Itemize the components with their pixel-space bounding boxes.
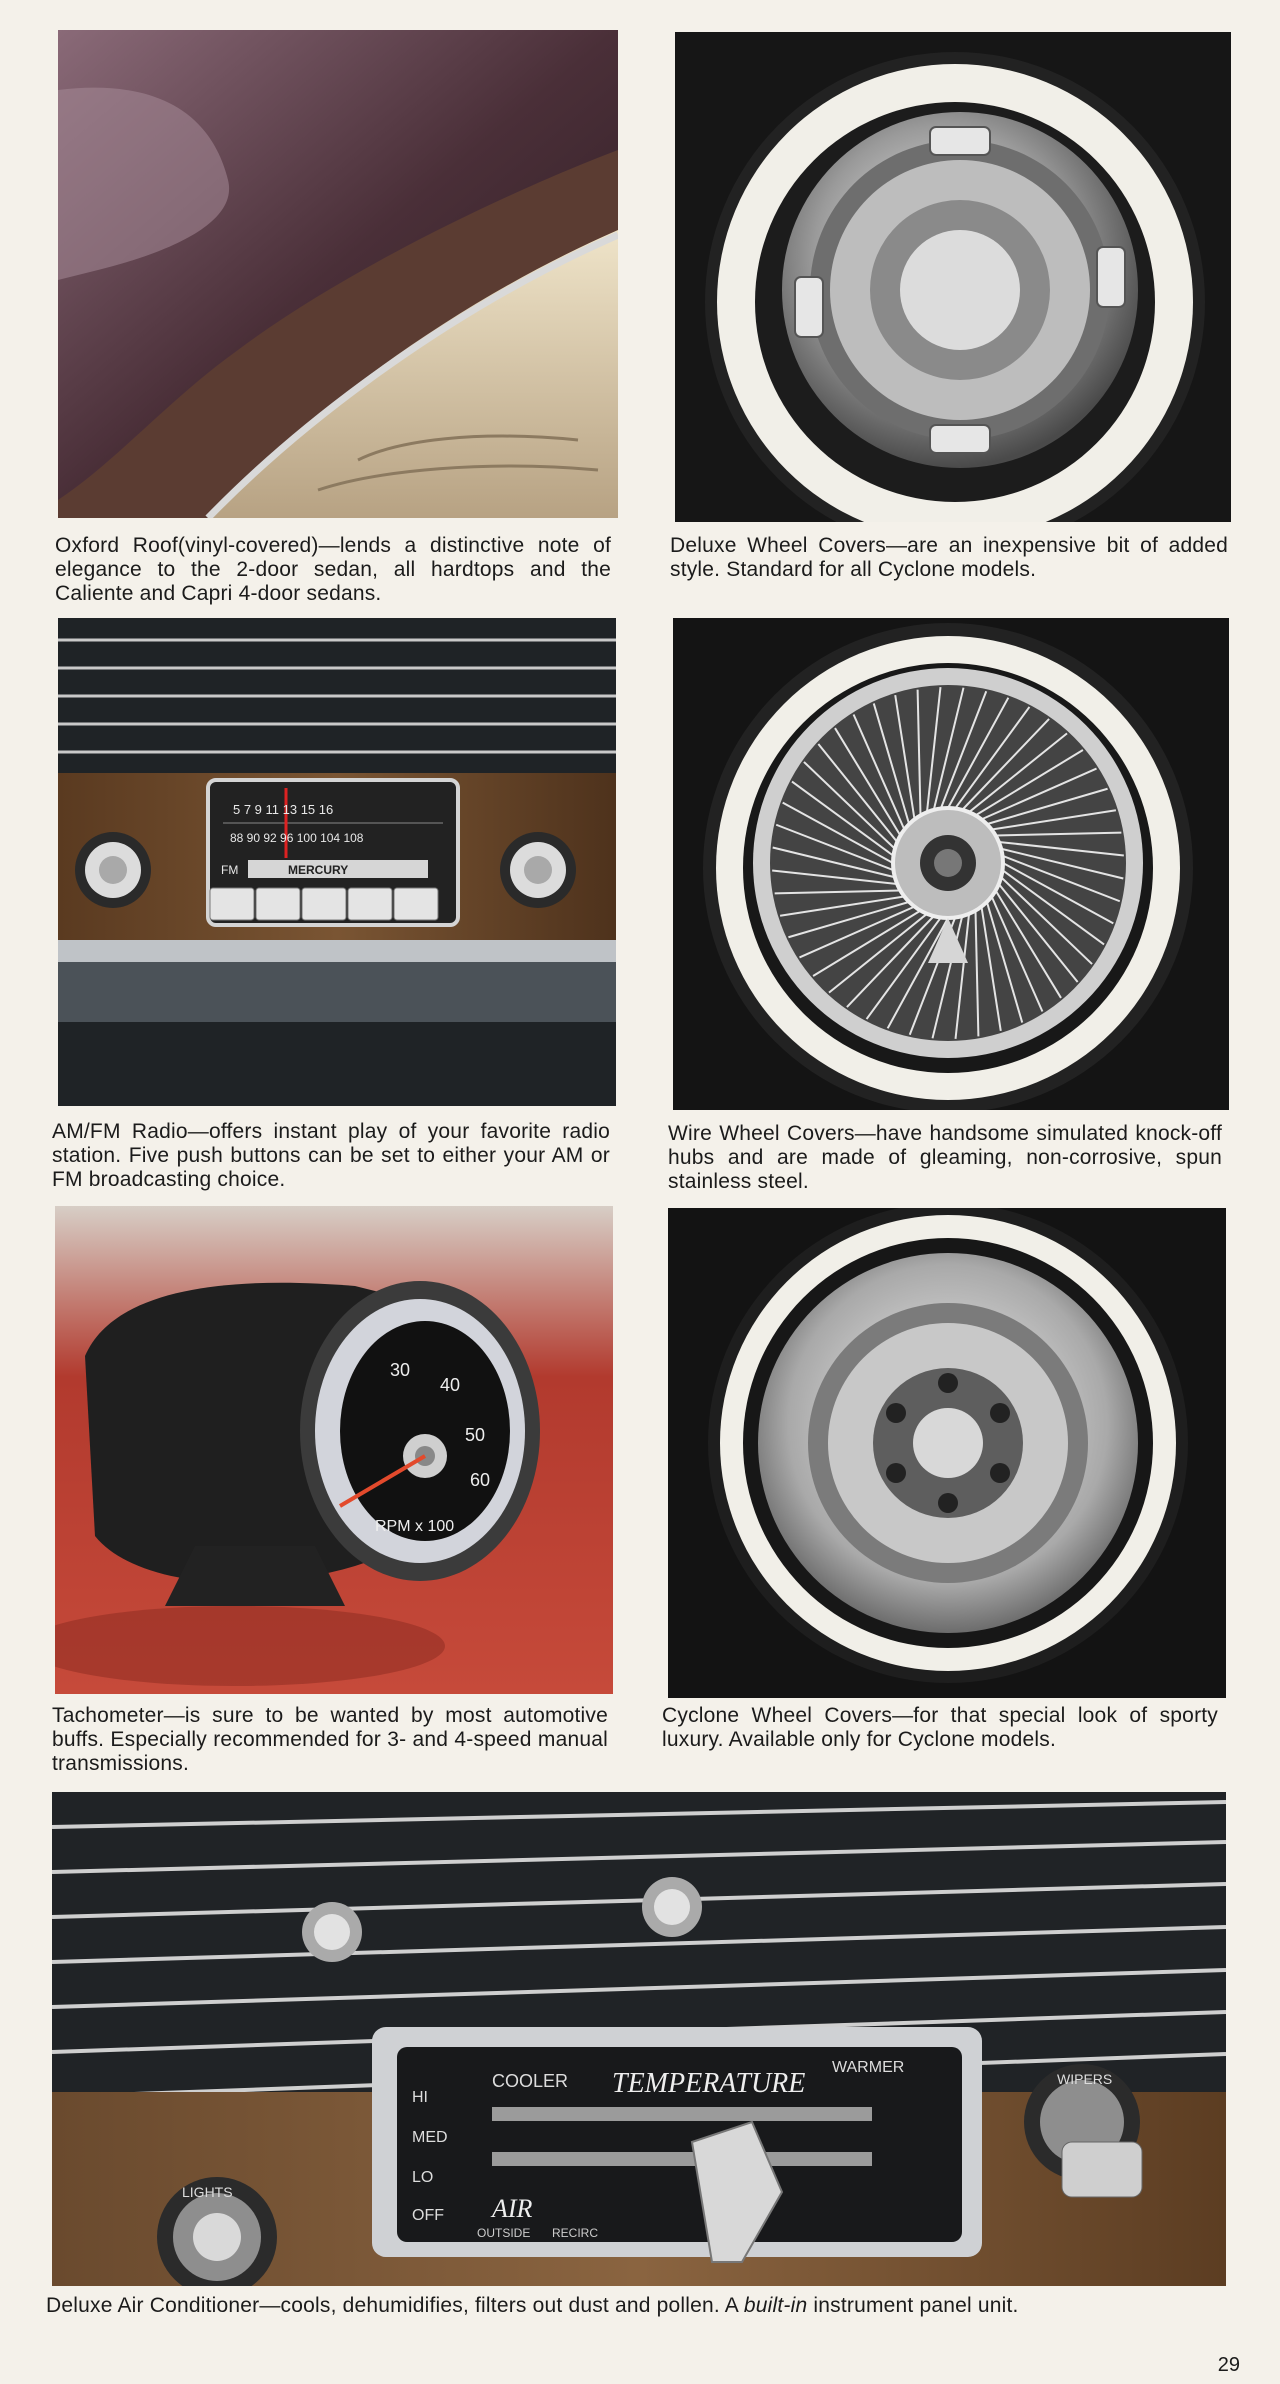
deluxe-wheel-cover-caption (670, 534, 1228, 582)
caption-title: Tachometer (52, 1704, 164, 1727)
tach-tick-30: 30 (390, 1360, 411, 1380)
ac-hi-label: HI (412, 2089, 428, 2106)
radio-fm-label: FM (221, 863, 239, 877)
caption-body: —is sure to be wanted by most automotive buffs. Especially recommended for 3- and 4-speed manual transmissions. (52, 1704, 608, 1775)
radio-brand: MERCURY (288, 863, 349, 877)
caption-body: —cools, dehumidifies, filters out dust and pollen. A (259, 2294, 744, 2317)
ac-lo-label: LO (412, 2169, 434, 2186)
ac-wipers-label: WIPERS (1057, 2071, 1113, 2087)
page-number: 29 (1217, 2354, 1240, 2376)
caption-title: AM/FM Radio (52, 1120, 188, 1143)
caption-body: —are an inexpensive bit of added style. Standard for all Cyclone models. (670, 534, 1228, 581)
cyclone-wheel-cover-caption (662, 1704, 1218, 1752)
radio-dial-top: 5 7 9 11 13 15 16 (233, 802, 334, 817)
caption-emphasis: built-in (743, 2294, 808, 2317)
ac-cooler-label: COOLER (492, 2071, 569, 2091)
ac-off-label: OFF (412, 2207, 444, 2224)
am-fm-radio-photo (58, 618, 616, 1106)
tachometer-caption (52, 1704, 608, 1776)
ac-med-label: MED (412, 2129, 448, 2146)
deluxe-wheel-cover-photo (675, 32, 1231, 522)
caption-title: Deluxe Wheel Covers (670, 534, 886, 557)
tach-tick-40: 40 (440, 1375, 461, 1395)
caption-body: —offers instant play of your favorite radio station. Five push buttons can be set to either your AM or FM broadcasting choice. (52, 1120, 611, 1191)
caption-body-end: instrument panel unit. (807, 2294, 1019, 2317)
air-conditioner-photo (52, 1792, 1226, 2286)
ac-recirc-label: RECIRC (552, 2226, 599, 2240)
caption-body: —for that special look of sporty luxury. Available only for Cyclone models. (662, 1704, 1218, 1751)
caption-title: Cyclone Wheel Covers (662, 1704, 893, 1727)
oxford-roof-photo (58, 30, 618, 518)
ac-temperature-label: TEMPERATURE (612, 2068, 806, 2099)
caption-body: —have handsome simulated knock-off hubs and are made of gleaming, non-corrosive, spun stainless steel. (668, 1122, 1222, 1193)
ac-warmer-label: WARMER (832, 2059, 905, 2076)
tach-tick-60: 60 (470, 1470, 491, 1490)
tachometer-photo (55, 1206, 613, 1694)
cyclone-wheel-cover-photo (668, 1208, 1226, 1698)
caption-title: Oxford Roof (55, 534, 178, 557)
wire-wheel-cover-photo (673, 618, 1229, 1110)
ac-outside-label: OUTSIDE (477, 2226, 531, 2240)
tach-gauge-label: RPM x 100 (375, 1518, 455, 1535)
caption-title: Deluxe Air Conditioner (46, 2294, 260, 2317)
oxford-roof-caption (55, 534, 611, 606)
ac-air-label: AIR (492, 2194, 533, 2223)
air-conditioner-caption (46, 2294, 1236, 2318)
caption-body: (vinyl-covered)—lends a distinctive note of elegance to the 2-door sedan, all hardtops and the Caliente and Capri 4-door sedans. (55, 534, 612, 605)
radio-dial-bottom: 88 90 92 96 100 104 108 (230, 831, 364, 845)
tach-tick-50: 50 (465, 1425, 486, 1445)
ac-lights-label: LIGHTS (182, 2184, 233, 2200)
am-fm-radio-caption (52, 1120, 610, 1192)
wire-wheel-cover-caption (668, 1122, 1222, 1194)
caption-title: Wire Wheel Covers (668, 1122, 855, 1145)
